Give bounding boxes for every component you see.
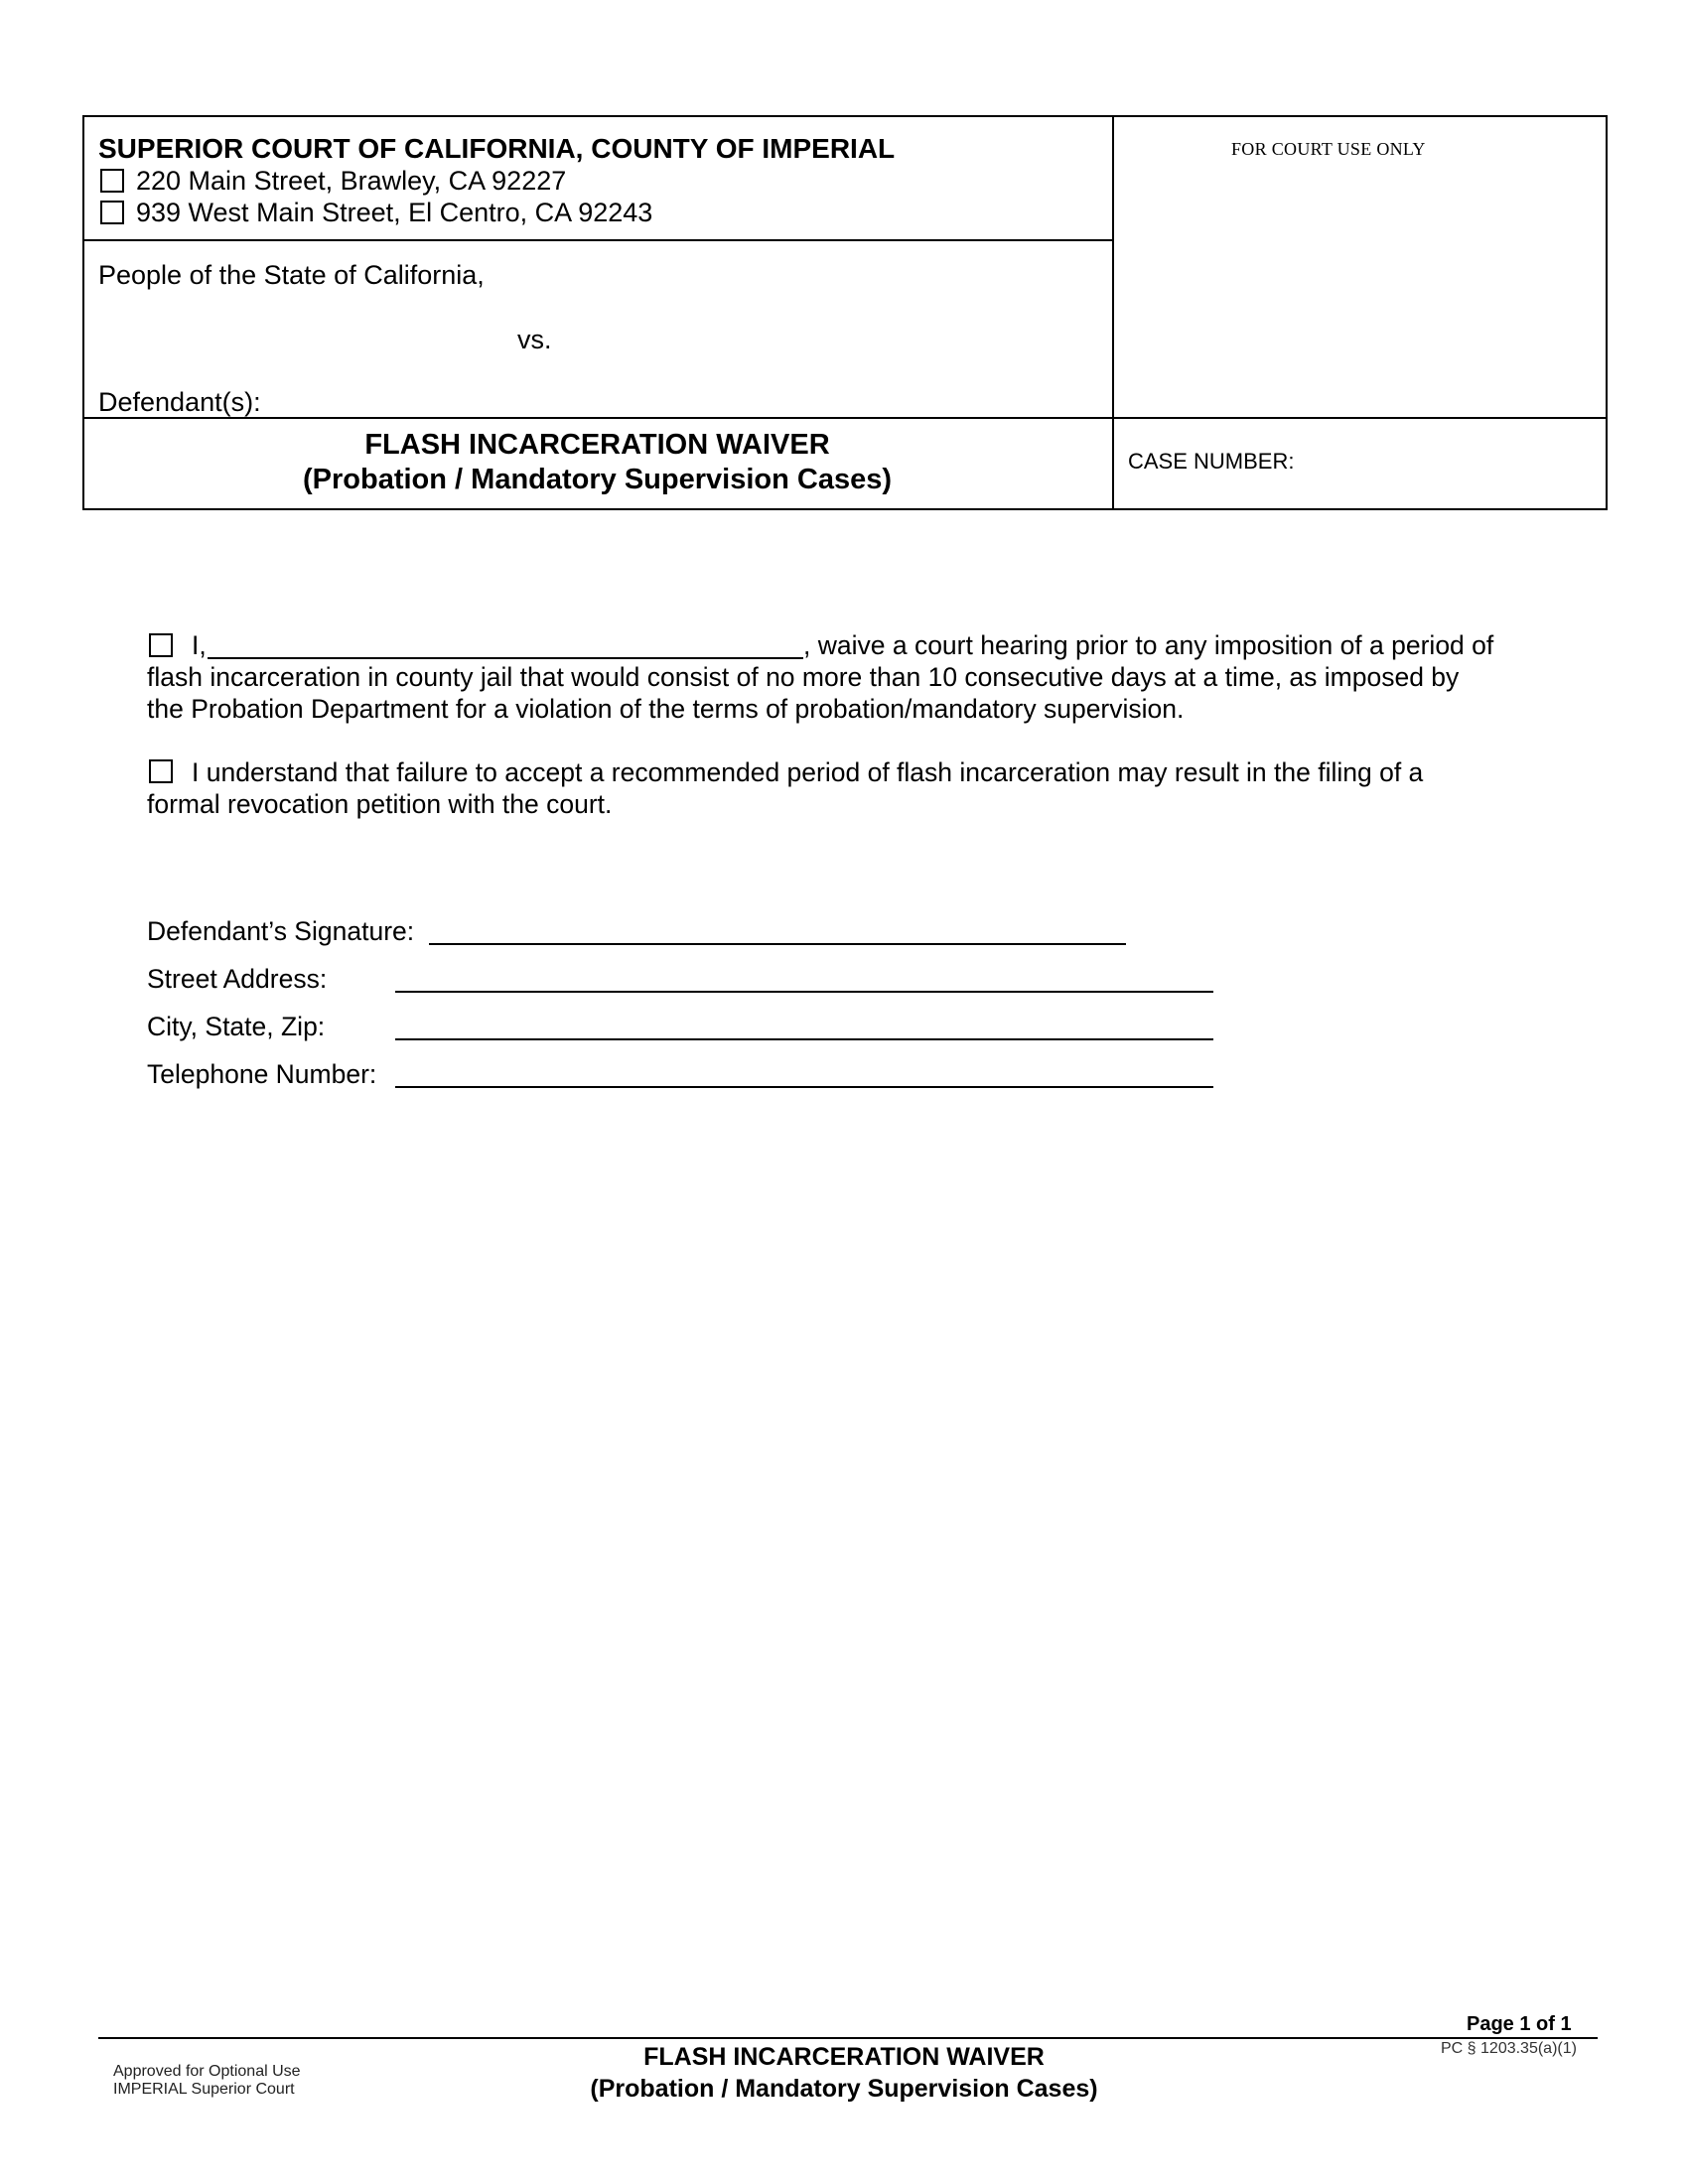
signature-line[interactable] xyxy=(429,943,1126,945)
form-title: FLASH INCARCERATION WAIVER xyxy=(364,429,830,461)
street-address-label: Street Address: xyxy=(147,964,328,994)
defendant-label: Defendant(s): xyxy=(98,387,261,417)
plaintiff-label: People of the State of California, xyxy=(98,260,485,290)
approved-line1: Approved for Optional Use xyxy=(113,2063,301,2080)
court-use-label: FOR COURT USE ONLY xyxy=(1231,139,1426,159)
waiver-checkbox[interactable] xyxy=(149,633,173,657)
form-subtitle: (Probation / Mandatory Supervision Cases) xyxy=(303,464,892,495)
address-checkbox-brawley[interactable] xyxy=(100,169,124,193)
address-divider xyxy=(82,239,1114,241)
waiver-line2: flash incarceration in county jail that would consist of no more than 10 consecutive days at a time, as imposed by xyxy=(147,662,1460,692)
telephone-label: Telephone Number: xyxy=(147,1059,377,1089)
acknowledgment-checkbox[interactable] xyxy=(149,759,173,783)
title-divider xyxy=(82,417,1608,419)
street-address-line[interactable] xyxy=(395,991,1213,993)
city-state-zip-label: City, State, Zip: xyxy=(147,1012,326,1041)
city-state-zip-line[interactable] xyxy=(395,1038,1213,1040)
approved-line2: IMPERIAL Superior Court xyxy=(113,2081,295,2098)
versus-label: vs. xyxy=(517,325,552,354)
waiver-prefix: I, xyxy=(192,630,207,660)
footer-rule xyxy=(98,2037,1598,2039)
footer-subtitle: (Probation / Mandatory Supervision Cases) xyxy=(590,2075,1098,2103)
footer-title: FLASH INCARCERATION WAIVER xyxy=(643,2043,1045,2071)
acknowledgment-line1: I understand that failure to accept a recommended period of flash incarceration may result in the filing of a xyxy=(192,757,1424,787)
acknowledgment-line2: formal revocation petition with the court. xyxy=(147,789,613,819)
statute-code: PC § 1203.35(a)(1) xyxy=(1441,2040,1577,2057)
waiver-line3: the Probation Department for a violation of the terms of probation/mandatory supervision. xyxy=(147,694,1185,724)
address-checkbox-el-centro[interactable] xyxy=(100,201,124,224)
waiver-line1: , waive a court hearing prior to any imposition of a period of xyxy=(803,630,1494,660)
telephone-line[interactable] xyxy=(395,1086,1213,1088)
address-el-centro: 939 West Main Street, El Centro, CA 92243 xyxy=(136,198,653,227)
signature-label: Defendant’s Signature: xyxy=(147,916,415,946)
address-brawley: 220 Main Street, Brawley, CA 92227 xyxy=(136,166,567,196)
court-name: SUPERIOR COURT OF CALIFORNIA, COUNTY OF IMPERIAL xyxy=(98,133,896,164)
case-number-label: CASE NUMBER: xyxy=(1128,449,1295,474)
defendant-name-line[interactable] xyxy=(208,657,803,659)
header-divider-vertical xyxy=(1112,115,1114,510)
page-number: Page 1 of 1 xyxy=(1467,2013,1572,2035)
